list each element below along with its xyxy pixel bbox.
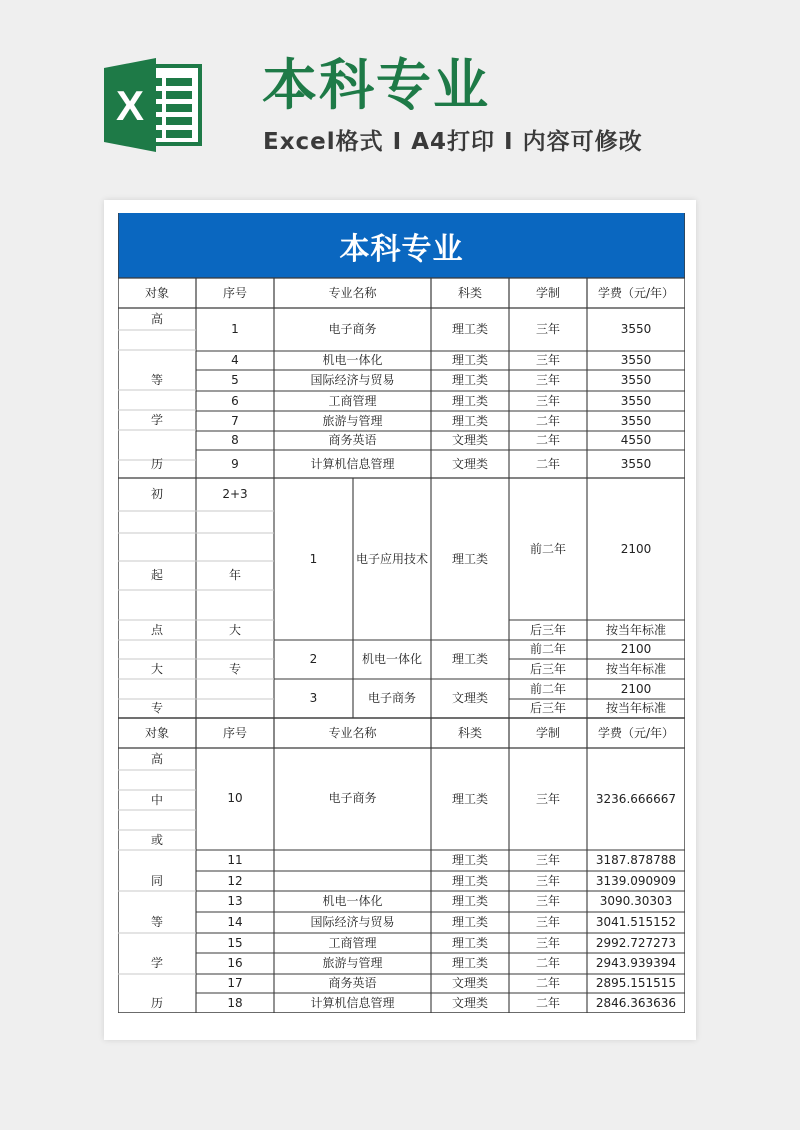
table-cell: 11 <box>227 853 243 867</box>
table-cell: 14 <box>227 915 243 929</box>
table-cell: 2100 <box>620 642 652 656</box>
table-cell: 三年 <box>535 873 560 888</box>
table-cell: 三年 <box>535 353 560 367</box>
table-cell: 计算机信息管理 <box>310 456 395 471</box>
table-cell: 前二年 <box>529 681 566 696</box>
program-char: 专 <box>228 661 241 676</box>
table-cell: 3236.666667 <box>595 791 677 806</box>
table-cell: 商务英语 <box>328 433 377 447</box>
table-cell: 三年 <box>535 393 560 408</box>
object-char: 同 <box>150 873 163 888</box>
table-cell: 文理类 <box>451 976 488 990</box>
table-cell: 13 <box>227 894 243 908</box>
table-cell <box>274 871 431 891</box>
program-char: 2+3 <box>222 487 248 501</box>
table-cell: 三年 <box>535 915 560 929</box>
header-cell: 学制 <box>535 725 560 740</box>
program-char: 年 <box>228 568 241 582</box>
header-cell: 序号 <box>222 725 247 740</box>
object-char: 点 <box>150 622 163 637</box>
object-char: 历 <box>150 456 163 471</box>
table-cell: 1 <box>309 551 318 566</box>
table-cell: 国际经济与贸易 <box>310 915 395 929</box>
table-cell: 三年 <box>535 791 560 806</box>
table-cell: 二年 <box>535 976 560 990</box>
table-cell: 后三年 <box>529 701 566 715</box>
table-cell: 2100 <box>620 681 652 696</box>
excel-logo-icon <box>104 58 204 152</box>
table-cell: 二年 <box>535 433 560 447</box>
object-char: 等 <box>150 915 163 929</box>
header-cell: 对象 <box>144 285 169 300</box>
table-cell: 二年 <box>535 413 560 428</box>
object-char: 专 <box>150 701 163 715</box>
table-cell: 2943.939394 <box>595 956 677 970</box>
table-cell: 三年 <box>535 373 560 387</box>
table-cell: 按当年标准 <box>605 622 666 637</box>
table-cell: 3 <box>309 691 318 705</box>
object-char: 或 <box>150 832 163 847</box>
table-cell: 2846.363636 <box>595 995 677 1010</box>
header-cell: 科类 <box>457 725 482 740</box>
table-cell: 理工类 <box>451 791 488 806</box>
table-cell: 二年 <box>535 995 560 1010</box>
table-cell: 3139.090909 <box>595 873 677 888</box>
table-cell: 2992.727273 <box>595 935 677 950</box>
table-cell: 商务英语 <box>328 976 377 990</box>
table-cell: 文理类 <box>451 691 488 705</box>
table-cell: 工商管理 <box>328 935 377 950</box>
table-cell: 3550 <box>620 413 652 428</box>
table-cell: 理工类 <box>451 873 488 888</box>
table-cell: 3550 <box>620 456 652 471</box>
table-cell: 理工类 <box>451 894 488 908</box>
object-char: 高 <box>150 311 163 326</box>
table-cell: 理工类 <box>451 935 488 950</box>
table-cell: 3550 <box>620 322 652 336</box>
table-cell: 理工类 <box>451 652 488 666</box>
table-cell: 按当年标准 <box>605 661 666 676</box>
header-cell: 学费（元/年） <box>597 725 675 740</box>
table-cell: 17 <box>227 976 243 990</box>
table-cell: 文理类 <box>451 995 488 1010</box>
table-cell: 理工类 <box>451 393 488 408</box>
table-cell: 文理类 <box>451 456 488 471</box>
table-cell: 三年 <box>535 322 560 336</box>
table-cell: 4 <box>231 353 239 367</box>
table-cell: 3550 <box>620 393 652 408</box>
table-cell: 3041.515152 <box>595 915 677 929</box>
table-cell: 后三年 <box>529 661 566 676</box>
table-cell: 前二年 <box>529 541 566 556</box>
table-cell: 6 <box>231 393 239 408</box>
table-cell: 7 <box>231 413 239 428</box>
table-cell: 电子商务 <box>367 691 416 705</box>
banner-subtitle: Excel格式 Ⅰ A4打印 Ⅰ 内容可修改 <box>263 129 643 155</box>
table-cell: 3090.30303 <box>599 894 673 908</box>
table-cell: 10 <box>227 790 243 805</box>
table-cell: 旅游与管理 <box>322 956 383 970</box>
table-cell <box>274 850 431 871</box>
header-cell: 专业名称 <box>328 725 377 740</box>
table-cell: 2895.151515 <box>595 976 677 990</box>
object-char: 初 <box>150 487 163 501</box>
table-cell: 三年 <box>535 935 560 950</box>
table-cell: 2100 <box>620 541 652 556</box>
table-cell: 18 <box>227 995 243 1010</box>
table-cell: 理工类 <box>451 353 488 367</box>
table-cell: 理工类 <box>451 915 488 929</box>
table-cell: 旅游与管理 <box>322 413 383 428</box>
table-cell: 二年 <box>535 456 560 471</box>
table-cell: 12 <box>227 873 243 888</box>
table-cell: 理工类 <box>451 956 488 970</box>
object-char: 中 <box>150 792 163 807</box>
table-cell: 理工类 <box>451 853 488 867</box>
table-cell: 机电一体化 <box>322 353 383 367</box>
object-char: 起 <box>150 568 163 582</box>
logo-letter: X <box>115 82 145 129</box>
table-cell: 3550 <box>620 373 652 387</box>
table-cell: 国际经济与贸易 <box>310 373 395 387</box>
table-cell: 15 <box>227 935 243 950</box>
table-cell: 三年 <box>535 894 560 908</box>
object-char: 大 <box>150 661 163 676</box>
table-cell: 理工类 <box>451 373 488 387</box>
table-cell: 机电一体化 <box>361 652 422 666</box>
table-cell: 按当年标准 <box>605 701 666 715</box>
sheet-paper <box>104 200 696 1040</box>
header-cell: 对象 <box>144 725 169 740</box>
table-cell: 前二年 <box>529 642 566 656</box>
table-cell: 计算机信息管理 <box>310 995 395 1010</box>
table-cell: 二年 <box>535 956 560 970</box>
table-cell: 9 <box>231 456 239 471</box>
table-cell: 3550 <box>620 353 652 367</box>
spreadsheet <box>118 213 685 1013</box>
object-char: 学 <box>150 412 163 427</box>
table-cell: 工商管理 <box>328 393 377 408</box>
table-cell: 理工类 <box>451 322 488 336</box>
header-cell: 序号 <box>222 285 247 300</box>
table-cell: 理工类 <box>451 551 488 566</box>
header-cell: 学制 <box>535 285 560 300</box>
table-cell: 1 <box>231 322 239 336</box>
object-char: 高 <box>150 751 163 766</box>
table-cell: 电子应用技术 <box>355 551 428 566</box>
table-cell: 2 <box>309 652 318 666</box>
table-cell: 文理类 <box>451 433 488 447</box>
object-char: 学 <box>150 956 163 970</box>
program-char: 大 <box>228 622 241 637</box>
table-cell: 理工类 <box>451 413 488 428</box>
header-cell: 科类 <box>457 285 482 300</box>
table-cell: 8 <box>231 433 239 447</box>
table-cell: 后三年 <box>529 622 566 637</box>
sheet-title: 本科专业 <box>118 213 685 278</box>
table-cell: 机电一体化 <box>322 894 383 908</box>
header-cell: 专业名称 <box>328 285 377 300</box>
table-cell: 三年 <box>535 853 560 867</box>
table-cell: 电子商务 <box>328 790 377 805</box>
table-cell: 3187.878788 <box>595 853 677 867</box>
table-cell: 4550 <box>620 433 652 447</box>
header-cell: 学费（元/年） <box>597 285 675 300</box>
object-char: 等 <box>150 372 163 387</box>
object-char: 历 <box>150 995 163 1010</box>
table-cell: 电子商务 <box>328 322 377 336</box>
table-cell: 5 <box>231 373 239 387</box>
table-cell: 16 <box>227 956 243 970</box>
banner-title: 本科专业 <box>262 53 491 117</box>
